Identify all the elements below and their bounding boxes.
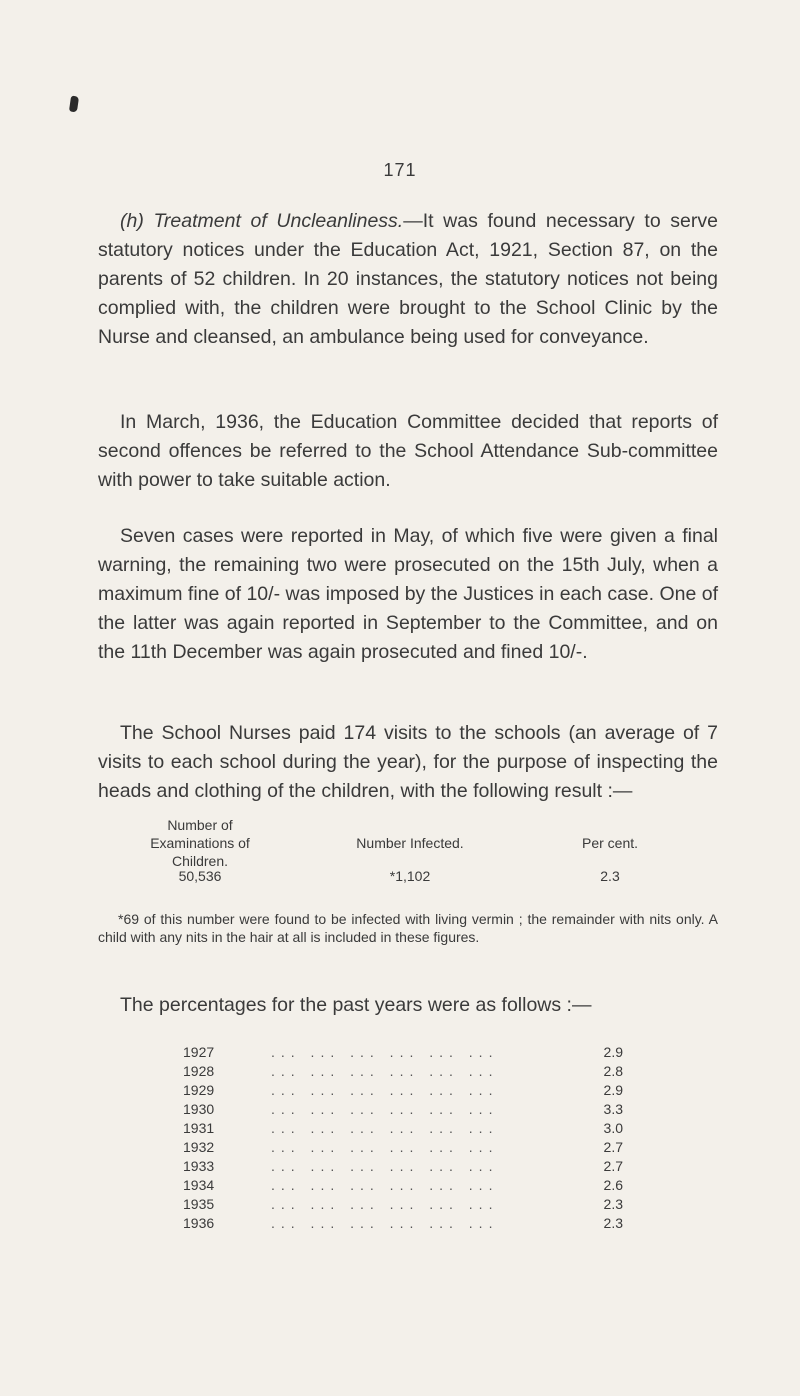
list-item — [183, 1100, 623, 1119]
percentage-value: 2.7 — [603, 1139, 623, 1155]
year-label: 1933 — [183, 1158, 215, 1174]
percentage-value: 3.3 — [603, 1101, 623, 1117]
year-label: 1928 — [183, 1063, 215, 1079]
page-number: 171 — [383, 160, 417, 180]
percentage-value: 2.6 — [603, 1177, 623, 1193]
year-label: 1936 — [183, 1215, 215, 1231]
list-item — [183, 1214, 623, 1233]
leader-dots: ... ... ... ... ... ... — [271, 1082, 499, 1098]
table-cell-infected: *1,102 — [389, 868, 431, 884]
list-item — [183, 1176, 623, 1195]
year-label: 1927 — [183, 1044, 215, 1060]
footnote: *69 of this number were found to be infected with living vermin ; the remainder with nits only. A child with any nits in the hair at all is included in these figures. — [98, 911, 718, 945]
percentage-value: 2.7 — [603, 1158, 623, 1174]
year-label: 1930 — [183, 1101, 215, 1117]
year-label: 1932 — [183, 1139, 215, 1155]
percentages-intro: The percentages for the past years were as follows :— — [120, 994, 592, 1016]
year-label: 1929 — [183, 1082, 215, 1098]
year-label: 1934 — [183, 1177, 215, 1193]
list-item — [183, 1119, 623, 1138]
table-header-infected: Number Infected. — [356, 835, 464, 851]
list-item — [183, 1081, 623, 1100]
table-cell-examinations: 50,536 — [178, 868, 222, 884]
paragraph-education-committee: In March, 1936, the Education Committee decided that reports of second offences be referred to the School Attendance Sub-committee with power to take suitable action. — [98, 411, 718, 491]
paragraph-body: —It was found necessary to serve statutory notices under the Education Act, 1921, Section 87, on the parents of 52 children. In 20 instances, the statutory notices not being complied with, the children were brought to the School Clinic by the Nurse and cleansed, an ambulance being used for conveyance. — [98, 210, 718, 348]
table-cell-percent: 2.3 — [600, 868, 620, 884]
list-item — [183, 1157, 623, 1176]
leader-dots: ... ... ... ... ... ... — [271, 1158, 499, 1174]
list-item — [183, 1195, 623, 1214]
ink-mark — [69, 96, 79, 113]
paragraph-prosecutions: Seven cases were reported in May, of which five were given a final warning, the remaining two were prosecuted on the 15th July, when a maximum fine of 10/- was imposed by the Justices in each case. One of the latter was again reported in September to the Committee, and on the 11th December was again prosecuted and fined 10/-. — [98, 525, 718, 663]
percentage-value: 2.9 — [603, 1082, 623, 1098]
leader-dots: ... ... ... ... ... ... — [271, 1196, 499, 1212]
percentage-value: 3.0 — [603, 1120, 623, 1136]
percentage-value: 2.9 — [603, 1044, 623, 1060]
table-header-examinations: Number of Examinations of Children. — [150, 817, 250, 869]
list-item — [183, 1062, 623, 1081]
leader-dots: ... ... ... ... ... ... — [271, 1101, 499, 1117]
percentage-value: 2.8 — [603, 1063, 623, 1079]
percentage-value: 2.3 — [603, 1215, 623, 1231]
table-header-percent: Per cent. — [581, 835, 639, 851]
paragraph-school-nurses: The School Nurses paid 174 visits to the schools (an average of 7 visits to each school during the year), for the purpose of inspecting the heads and clothing of the children, with the following result :— — [98, 722, 718, 802]
leader-dots: ... ... ... ... ... ... — [271, 1139, 499, 1155]
leader-dots: ... ... ... ... ... ... — [271, 1215, 499, 1231]
paragraph-treatment-of-uncleanliness — [98, 207, 718, 352]
leader-dots: ... ... ... ... ... ... — [271, 1177, 499, 1193]
percentage-value: 2.3 — [603, 1196, 623, 1212]
leader-dots: ... ... ... ... ... ... — [271, 1120, 499, 1136]
leader-dots: ... ... ... ... ... ... — [271, 1063, 499, 1079]
section-heading: (h) Treatment of Uncleanliness. — [120, 210, 404, 232]
percentages-list — [183, 1043, 623, 1233]
year-label: 1935 — [183, 1196, 215, 1212]
list-item — [183, 1043, 623, 1062]
leader-dots: ... ... ... ... ... ... — [271, 1044, 499, 1060]
list-item — [183, 1138, 623, 1157]
year-label: 1931 — [183, 1120, 215, 1136]
